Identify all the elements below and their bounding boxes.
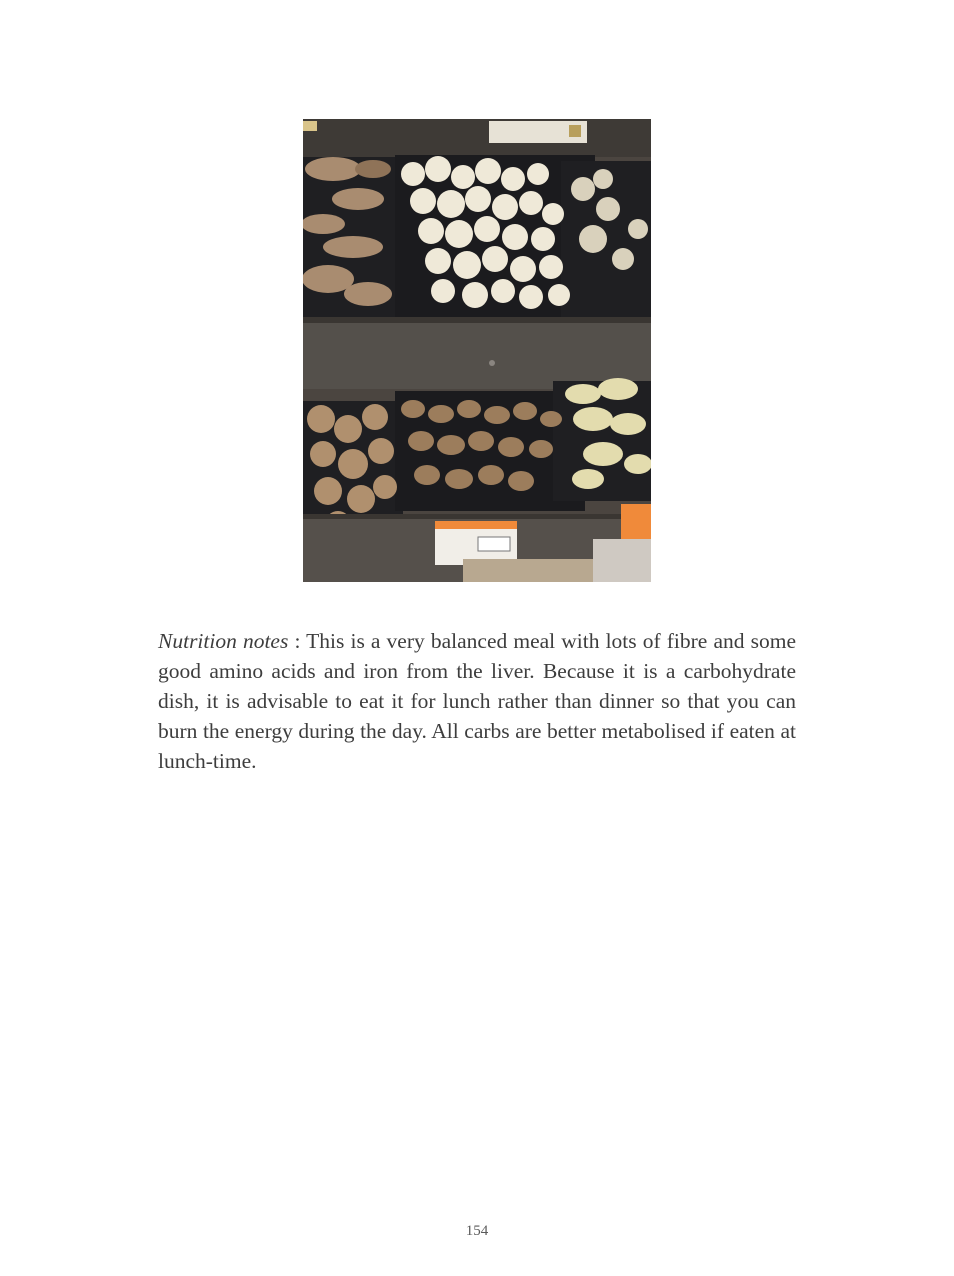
mushroom-photo-illustration [303,119,651,582]
nutrition-notes-text: This is a very balanced meal with lots of fibre and some good amino acids and iron from the liver. Because it is a carbohydrate dish, it is advisable to eat it for lunch rather than dinner so that you can burn the energy during the day. All carbs are better metabolised if eaten at lunch-time. [158,629,796,773]
mushroom-display-photo [303,119,651,582]
middle-shelf [303,317,651,389]
label-separator: : [288,629,307,653]
nutrition-notes-paragraph [158,626,796,776]
nutrition-notes-label: Nutrition notes [158,629,289,653]
page-number: 154 [465,1223,489,1239]
